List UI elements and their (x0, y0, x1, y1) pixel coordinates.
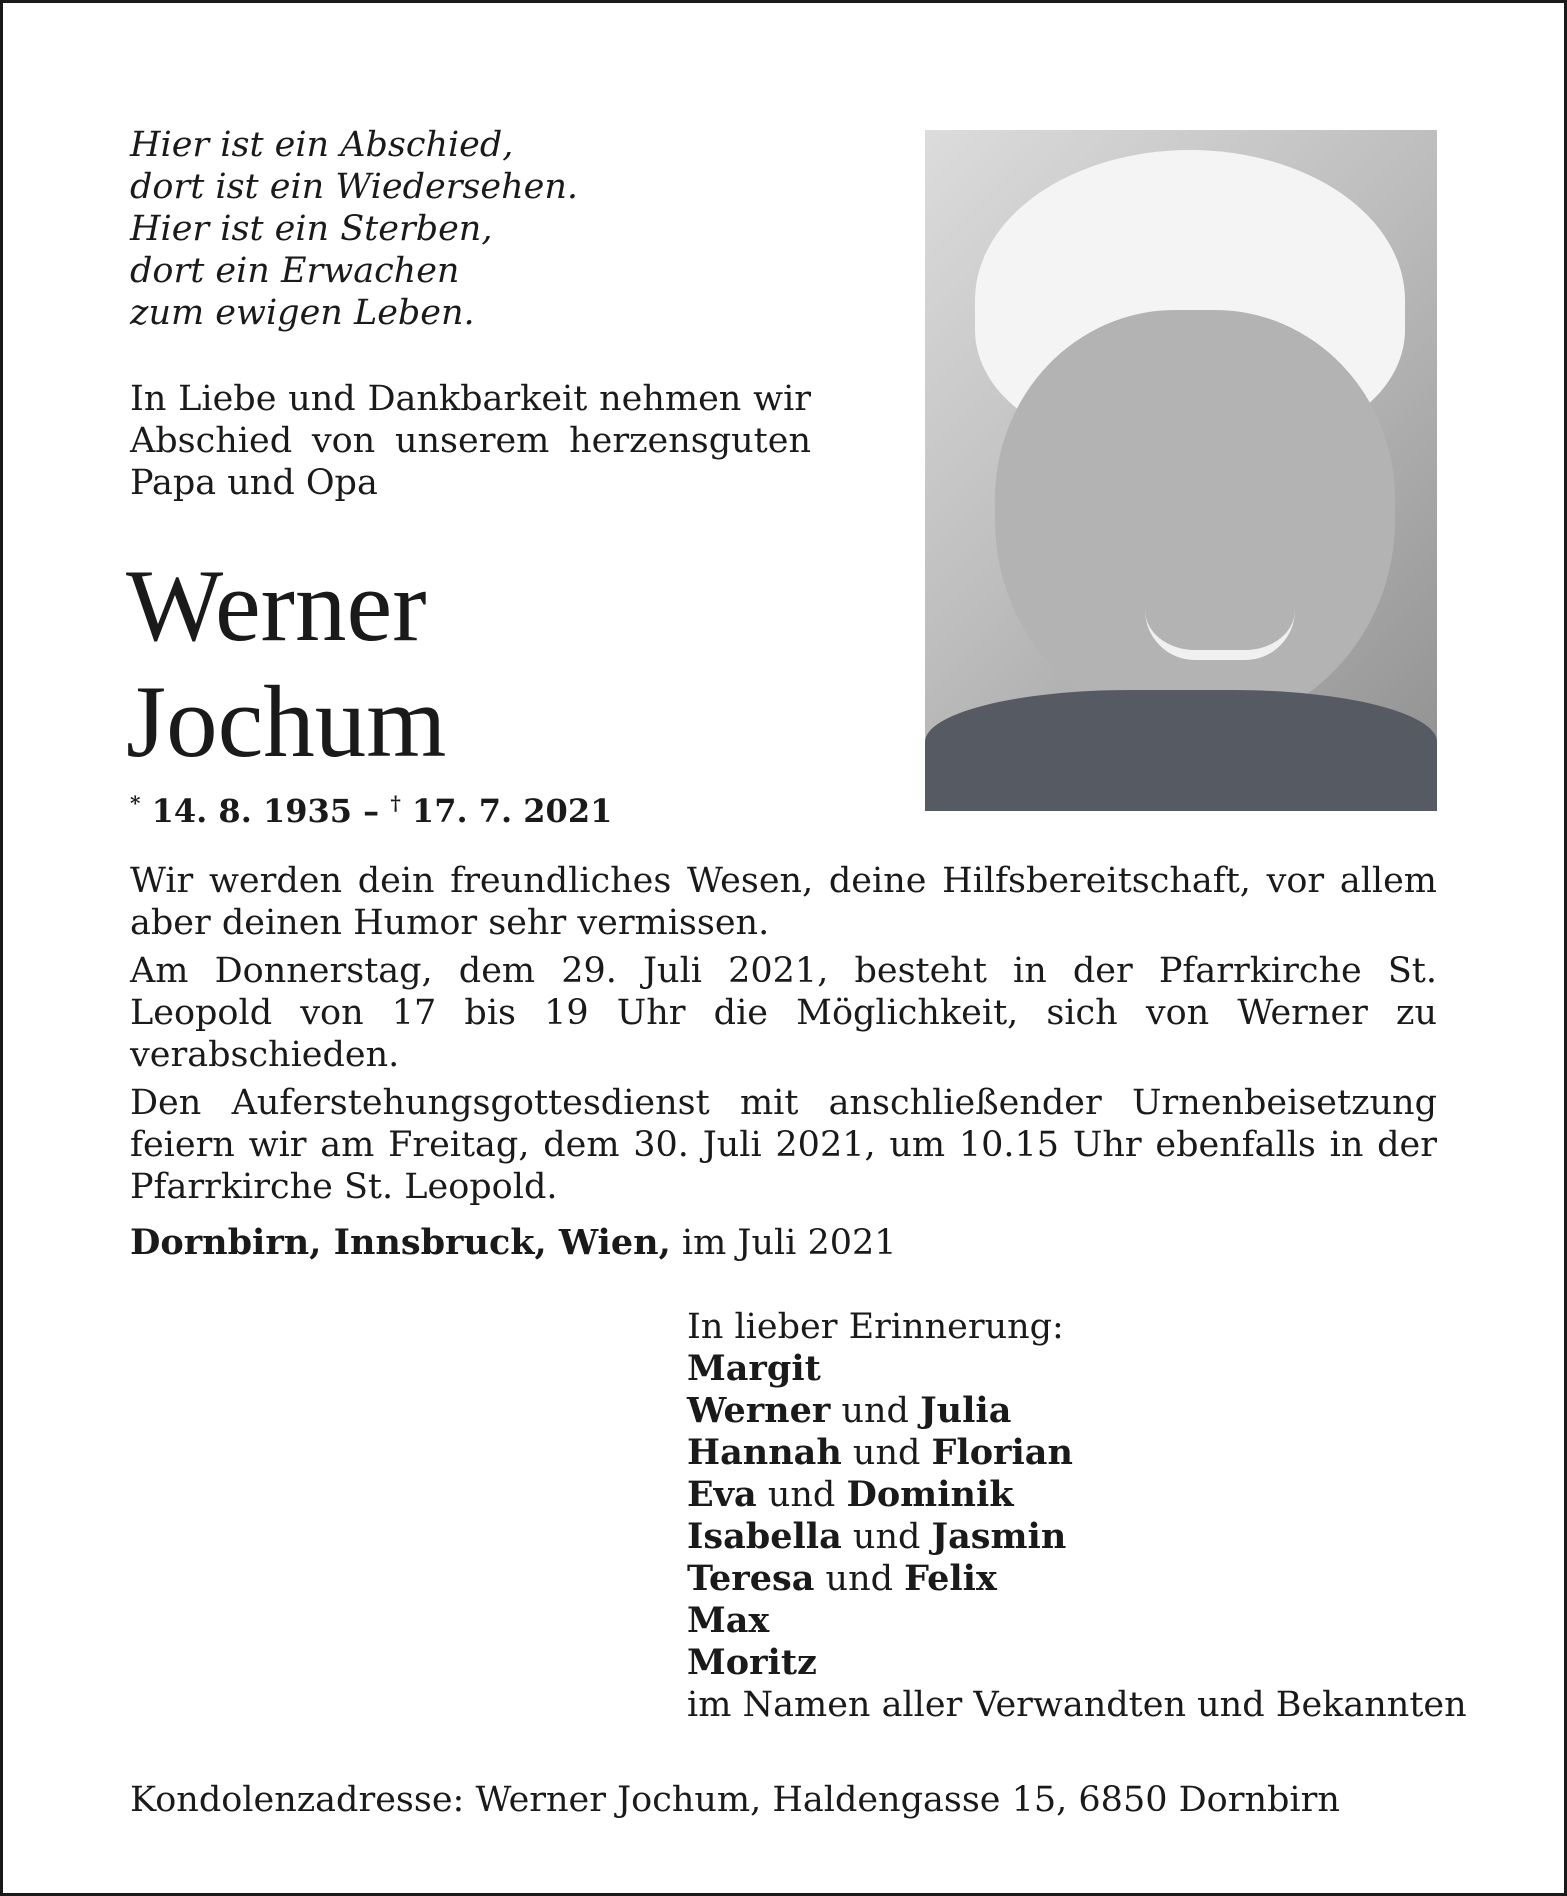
family-heading: In lieber Erinnerung: (687, 1307, 1064, 1347)
family-line (687, 1558, 1467, 1600)
family-closing: im Namen aller Verwandten und Bekannten (687, 1685, 1467, 1725)
body-text (130, 860, 1437, 1214)
family-name: Hannah (687, 1432, 842, 1473)
family-connector: und (825, 1559, 894, 1599)
family-line (687, 1600, 1467, 1642)
family-name: Moritz (687, 1642, 817, 1683)
poem-line: zum ewigen Leben. (130, 293, 475, 333)
poem-line: Hier ist ein Abschied, (130, 125, 514, 165)
family-name: Jasmin (931, 1516, 1067, 1557)
paragraph: Am Donnerstag, dem 29. Juli 2021, besteht in der Pfarrkirche St. Leopold von 17 bis 19 Uhr die Möglichkeit, sich von Werner zu verabschieden. (130, 951, 1437, 1075)
photo-face (995, 310, 1395, 730)
death-date: 17. 7. 2021 (411, 792, 613, 830)
family-name: Dominik (846, 1474, 1014, 1515)
family-name: Werner (687, 1390, 831, 1431)
family-connector: und (841, 1391, 909, 1431)
portrait-photo (925, 130, 1437, 811)
family-line (687, 1474, 1467, 1516)
death-symbol: † (390, 791, 401, 815)
date-dash: – (363, 792, 380, 830)
family-name: Teresa (687, 1558, 815, 1599)
family-name: Max (687, 1600, 770, 1641)
poem-line: Hier ist ein Sterben, (130, 209, 493, 249)
intro-text: In Liebe und Dankbarkeit nehmen wir Abschied von unserem herzensguten Papa und Opa (130, 379, 811, 503)
birth-symbol: * (130, 791, 141, 815)
family-line (687, 1642, 1467, 1684)
family-connector: und (852, 1433, 921, 1473)
condolence-address: Kondolenzadresse: Werner Jochum, Haldengasse 15, 6850 Dornbirn (130, 1780, 1340, 1820)
paragraph: Den Auferstehungsgottesdienst mit anschließender Urnenbeisetzung feiern wir am Freitag, dem 30. Juli 2021, um 10.15 Uhr ebenfalls in der Pfarrkirche St. Leopold. (130, 1083, 1437, 1207)
paragraph: Wir werden dein freundliches Wesen, deine Hilfsbereitschaft, vor allem aber deinen Humor sehr vermissen. (130, 861, 1437, 943)
place-date (130, 1222, 897, 1264)
last-name: Jochum (126, 665, 447, 779)
poem (130, 124, 830, 334)
place-month: im Juli 2021 (681, 1223, 897, 1263)
family-line (687, 1348, 1467, 1390)
deceased-name (126, 548, 446, 780)
family-line (687, 1432, 1467, 1474)
birth-date: 14. 8. 1935 (151, 792, 353, 830)
family-line (687, 1516, 1467, 1558)
family-connector: und (767, 1475, 836, 1515)
poem-line: dort ist ein Wiedersehen. (130, 167, 579, 207)
family-name: Julia (920, 1390, 1012, 1431)
photo-shirt (925, 690, 1437, 811)
family-name: Isabella (687, 1516, 842, 1557)
family-name: Florian (931, 1432, 1073, 1473)
family-list (687, 1306, 1467, 1726)
life-dates (130, 783, 612, 831)
family-connector: und (852, 1517, 921, 1557)
first-name: Werner (126, 549, 427, 663)
place-cities: Dornbirn, Innsbruck, Wien, (130, 1222, 671, 1263)
family-name: Margit (687, 1348, 821, 1389)
poem-line: dort ein Erwachen (130, 251, 460, 291)
family-name: Felix (904, 1558, 997, 1599)
family-line (687, 1390, 1467, 1432)
family-name: Eva (687, 1474, 757, 1515)
